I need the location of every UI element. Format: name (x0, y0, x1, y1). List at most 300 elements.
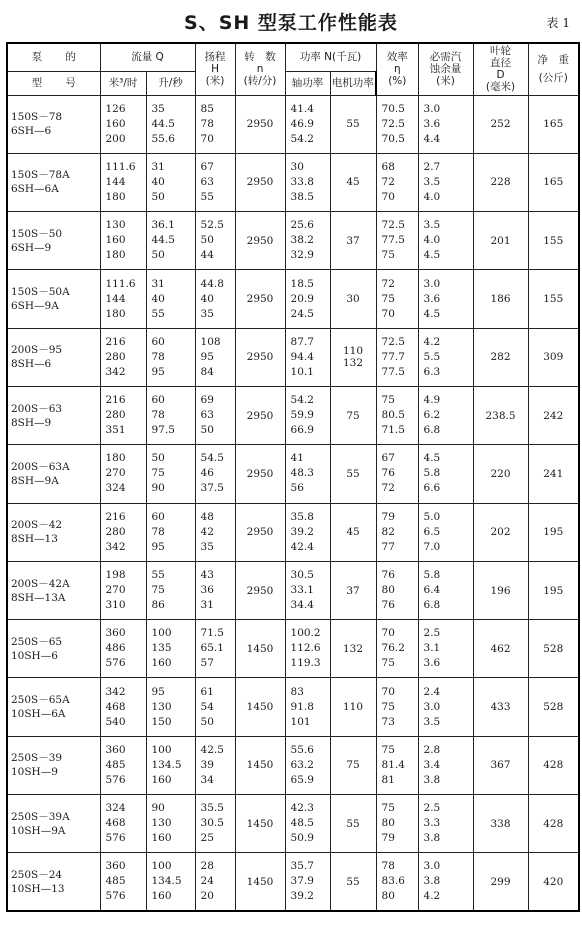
cell-value: 144 (105, 292, 126, 305)
cell-impeller: 201 (473, 212, 528, 270)
cell-efficiency (376, 386, 418, 444)
cell-value: 8SH—9 (11, 416, 52, 429)
cell-value: 57 (200, 657, 214, 670)
cell-weight: 428 (528, 736, 579, 794)
cell-efficiency (376, 95, 418, 153)
cell-value: 44.5 (151, 234, 175, 247)
cell-value: 250S－65A (11, 694, 70, 707)
cell-value: 3.6 (423, 117, 441, 130)
cell-value: 77.5 (381, 234, 405, 247)
cell-speed: 2950 (235, 95, 285, 153)
cell-value: 69 (200, 394, 214, 407)
cell-shaft_power (285, 445, 330, 503)
cell-value: 31 (200, 599, 214, 612)
cell-value: 66.9 (290, 424, 314, 437)
cell-efficiency (376, 153, 418, 211)
cell-value: 25.6 (290, 219, 314, 232)
cell-value: 75 (381, 802, 395, 815)
cell-value: 80 (381, 584, 395, 597)
cell-value: 3.3 (423, 817, 441, 830)
cell-value: 32.9 (290, 249, 314, 262)
cell-speed: 1450 (235, 736, 285, 794)
cell-impeller: 462 (473, 620, 528, 678)
table-row (7, 736, 579, 794)
cell-value: 180 (105, 249, 126, 262)
cell-value: 45 (346, 176, 360, 189)
cell-value: 10SH—6 (11, 649, 58, 662)
cell-value: 31 (151, 277, 165, 290)
cell-value: 36.1 (151, 219, 175, 232)
cell-npsh (418, 270, 473, 328)
cell-speed: 2950 (235, 445, 285, 503)
cell-value: 2.7 (423, 160, 441, 173)
cell-value: 111.6 (105, 160, 136, 173)
cell-value: 75 (346, 409, 360, 422)
cell-value: 59.9 (290, 409, 314, 422)
cell-value: 48.5 (290, 817, 314, 830)
cell-value: 75 (381, 292, 395, 305)
cell-value: 70 (381, 307, 395, 320)
cell-value: 54 (200, 700, 214, 713)
cell-value: 34 (200, 773, 214, 786)
cell-value: 200 (105, 132, 126, 145)
cell-motor_power (330, 736, 376, 794)
cell-value: 63 (200, 175, 214, 188)
cell-value: 50 (151, 452, 165, 465)
cell-value: 67 (381, 452, 395, 465)
cell-value: 101 (290, 715, 311, 728)
cell-head (195, 212, 235, 270)
cell-value: 10SH—13 (11, 882, 65, 895)
cell-value: 80 (381, 890, 395, 903)
cell-value: 50 (200, 424, 214, 437)
cell-value: 94.4 (290, 350, 314, 363)
cell-value: 75 (381, 657, 395, 670)
cell-value: 91.8 (290, 700, 314, 713)
cell-value: 250S－39 (11, 752, 63, 765)
cell-value: 65.1 (200, 642, 224, 655)
cell-flow_m3h (100, 620, 146, 678)
cell-value: 77 (381, 540, 395, 553)
cell-flow_ls (146, 503, 195, 561)
cell-value: 3.8 (423, 875, 441, 888)
cell-value: 72 (381, 482, 395, 495)
cell-value: 78 (151, 409, 165, 422)
header-npsh: 必需汽 蚀余量 (米) (418, 43, 473, 95)
cell-value: 3.0 (423, 277, 441, 290)
cell-value: 75 (381, 394, 395, 407)
cell-value: 3.6 (423, 292, 441, 305)
cell-head (195, 270, 235, 328)
cell-impeller: 202 (473, 503, 528, 561)
cell-value: 55 (346, 875, 360, 888)
cell-head (195, 795, 235, 853)
cell-shaft_power (285, 620, 330, 678)
cell-value: 8SH—13A (11, 591, 66, 604)
cell-value: 3.6 (423, 657, 441, 670)
cell-value: 95 (151, 365, 165, 378)
cell-value: 46 (200, 467, 214, 480)
cell-value: 4.2 (423, 335, 441, 348)
cell-motor_power (330, 561, 376, 619)
cell-motor_power (330, 270, 376, 328)
cell-value: 44.5 (151, 117, 175, 130)
cell-value: 3.0 (423, 860, 441, 873)
cell-head (195, 328, 235, 386)
cell-value: 216 (105, 510, 126, 523)
cell-value: 35.8 (290, 510, 314, 523)
cell-head (195, 561, 235, 619)
cell-efficiency (376, 212, 418, 270)
cell-value: 6.8 (423, 424, 441, 437)
cell-value: 50 (200, 715, 214, 728)
cell-value: 95 (200, 350, 214, 363)
cell-value: 130 (151, 700, 172, 713)
cell-value: 280 (105, 350, 126, 363)
cell-value: 2.5 (423, 802, 441, 815)
cell-value: 76 (381, 569, 395, 582)
cell-value: 72.5 (381, 219, 405, 232)
cell-value: 35 (151, 102, 165, 115)
cell-shaft_power (285, 386, 330, 444)
cell-value: 40 (151, 292, 165, 305)
cell-flow_m3h (100, 153, 146, 211)
cell-value: 71.5 (381, 424, 405, 437)
cell-value: 60 (151, 510, 165, 523)
header-weight: 净 重 (公斤) (528, 43, 579, 95)
cell-value: 3.4 (423, 758, 441, 771)
cell-value: 38.5 (290, 190, 314, 203)
cell-shaft_power (285, 678, 330, 736)
cell-value: 48.3 (290, 467, 314, 480)
cell-value: 70.5 (381, 102, 405, 115)
cell-value: 79 (381, 510, 395, 523)
cell-value: 54.5 (200, 452, 224, 465)
cell-value: 2.4 (423, 685, 441, 698)
cell-value: 95 (151, 540, 165, 553)
cell-shaft_power (285, 328, 330, 386)
cell-flow_m3h (100, 853, 146, 911)
cell-value: 360 (105, 743, 126, 756)
cell-value: 6.6 (423, 482, 441, 495)
cell-value: 5.8 (423, 467, 441, 480)
cell-value: 6.8 (423, 599, 441, 612)
cell-value: 4.0 (423, 190, 441, 203)
cell-value: 6.2 (423, 409, 441, 422)
cell-value: 87.7 (290, 335, 314, 348)
cell-value: 160 (151, 657, 172, 670)
cell-value: 70 (381, 685, 395, 698)
cell-model (7, 853, 100, 911)
cell-flow_m3h (100, 212, 146, 270)
cell-model (7, 503, 100, 561)
cell-value: 35 (200, 540, 214, 553)
cell-model (7, 561, 100, 619)
cell-speed: 2950 (235, 212, 285, 270)
cell-value: 20.9 (290, 292, 314, 305)
table-row (7, 678, 579, 736)
cell-value: 360 (105, 860, 126, 873)
cell-value: 160 (151, 773, 172, 786)
pump-performance-table (6, 42, 580, 912)
header-head: 扬程 H (米) (195, 43, 235, 95)
cell-value: 20 (200, 890, 214, 903)
cell-flow_ls (146, 561, 195, 619)
cell-value: 8SH—6 (11, 358, 52, 371)
cell-value: 100 (151, 860, 172, 873)
cell-value: 24 (200, 875, 214, 888)
cell-model (7, 620, 100, 678)
cell-value: 3.5 (423, 715, 441, 728)
cell-weight: 195 (528, 503, 579, 561)
cell-value: 63.2 (290, 758, 314, 771)
table-row (7, 212, 579, 270)
cell-head (195, 620, 235, 678)
cell-value: 60 (151, 394, 165, 407)
cell-value: 33.8 (290, 175, 314, 188)
cell-npsh (418, 95, 473, 153)
cell-value: 72 (381, 175, 395, 188)
cell-efficiency (376, 620, 418, 678)
header-flow-m3h: 米³/时 (100, 71, 146, 95)
cell-shaft_power (285, 95, 330, 153)
cell-value: 46.9 (290, 117, 314, 130)
cell-value: 160 (151, 832, 172, 845)
cell-flow_m3h (100, 328, 146, 386)
cell-value: 83 (290, 685, 304, 698)
cell-flow_m3h (100, 270, 146, 328)
cell-value: 132 (343, 642, 364, 655)
table-row (7, 153, 579, 211)
cell-value: 5.5 (423, 350, 441, 363)
cell-value: 10SH—9A (11, 824, 66, 837)
cell-value: 150 (151, 715, 172, 728)
cell-npsh (418, 445, 473, 503)
table-row (7, 795, 579, 853)
cell-value: 100.2 (290, 627, 321, 640)
cell-efficiency (376, 503, 418, 561)
cell-flow_ls (146, 620, 195, 678)
cell-value: 485 (105, 758, 126, 771)
cell-flow_ls (146, 853, 195, 911)
cell-weight: 155 (528, 212, 579, 270)
cell-value: 81 (381, 773, 395, 786)
cell-value: 72.5 (381, 117, 405, 130)
cell-speed: 2950 (235, 328, 285, 386)
cell-shaft_power (285, 153, 330, 211)
cell-value: 37.5 (200, 482, 224, 495)
cell-npsh (418, 153, 473, 211)
cell-value: 180 (105, 190, 126, 203)
cell-value: 4.4 (423, 132, 441, 145)
cell-weight: 155 (528, 270, 579, 328)
cell-value: 84 (200, 365, 214, 378)
cell-value: 55 (346, 817, 360, 830)
cell-flow_m3h (100, 95, 146, 153)
cell-value: 342 (105, 365, 126, 378)
cell-value: 75 (381, 743, 395, 756)
cell-speed: 1450 (235, 678, 285, 736)
cell-efficiency (376, 270, 418, 328)
cell-weight: 528 (528, 678, 579, 736)
cell-weight: 241 (528, 445, 579, 503)
cell-flow_m3h (100, 736, 146, 794)
cell-value: 324 (105, 482, 126, 495)
cell-value: 31 (151, 160, 165, 173)
cell-value: 4.0 (423, 234, 441, 247)
cell-value: 6SH—6A (11, 183, 59, 196)
cell-value: 61 (200, 685, 214, 698)
cell-motor_power (330, 853, 376, 911)
cell-weight: 428 (528, 795, 579, 853)
cell-flow_ls (146, 270, 195, 328)
cell-value: 40 (200, 292, 214, 305)
cell-value: 216 (105, 335, 126, 348)
cell-impeller: 299 (473, 853, 528, 911)
cell-impeller: 252 (473, 95, 528, 153)
cell-model (7, 153, 100, 211)
cell-speed: 1450 (235, 620, 285, 678)
cell-efficiency (376, 328, 418, 386)
cell-value: 134.5 (151, 875, 182, 888)
cell-value: 3.8 (423, 773, 441, 786)
cell-npsh (418, 678, 473, 736)
cell-value: 108 (200, 335, 221, 348)
cell-value: 310 (105, 599, 126, 612)
cell-value: 6SH—9A (11, 300, 59, 313)
cell-value: 2.8 (423, 743, 441, 756)
cell-value: 110 (343, 701, 364, 714)
cell-value: 130 (105, 219, 126, 232)
cell-value: 280 (105, 525, 126, 538)
cell-value: 54.2 (290, 132, 314, 145)
table-row (7, 445, 579, 503)
cell-value: 2.5 (423, 627, 441, 640)
cell-speed: 1450 (235, 853, 285, 911)
cell-value: 250S－65 (11, 635, 63, 648)
cell-value: 50 (151, 190, 165, 203)
cell-impeller: 186 (473, 270, 528, 328)
cell-value: 73 (381, 715, 395, 728)
cell-value: 39.2 (290, 525, 314, 538)
cell-value: 35.5 (200, 802, 224, 815)
cell-weight: 528 (528, 620, 579, 678)
cell-npsh (418, 212, 473, 270)
cell-flow_m3h (100, 678, 146, 736)
cell-value: 55 (151, 569, 165, 582)
cell-npsh (418, 503, 473, 561)
cell-value: 200S－95 (11, 344, 63, 357)
cell-value: 95 (151, 685, 165, 698)
cell-shaft_power (285, 853, 330, 911)
cell-value: 54.2 (290, 394, 314, 407)
cell-model (7, 328, 100, 386)
table-row (7, 386, 579, 444)
table-row (7, 95, 579, 153)
cell-value: 24.5 (290, 307, 314, 320)
header-flow: 流量 Q (100, 43, 195, 71)
cell-value: 280 (105, 409, 126, 422)
cell-value: 76 (381, 467, 395, 480)
cell-value: 100 (151, 627, 172, 640)
cell-head (195, 678, 235, 736)
cell-flow_ls (146, 386, 195, 444)
cell-value: 270 (105, 467, 126, 480)
cell-value: 30.5 (200, 817, 224, 830)
cell-shaft_power (285, 503, 330, 561)
cell-value: 76 (381, 599, 395, 612)
cell-value: 198 (105, 569, 126, 582)
cell-speed: 2950 (235, 386, 285, 444)
cell-value: 68 (381, 160, 395, 173)
cell-value: 6SH—6 (11, 125, 52, 138)
cell-flow_m3h (100, 503, 146, 561)
cell-value: 112.6 (290, 642, 321, 655)
cell-value: 485 (105, 875, 126, 888)
cell-speed: 2950 (235, 270, 285, 328)
cell-value: 468 (105, 817, 126, 830)
cell-value: 250S－24 (11, 868, 63, 881)
cell-shaft_power (285, 736, 330, 794)
cell-value: 468 (105, 700, 126, 713)
cell-head (195, 853, 235, 911)
cell-value: 42 (200, 525, 214, 538)
cell-impeller: 196 (473, 561, 528, 619)
cell-value: 72.5 (381, 335, 405, 348)
cell-value: 3.0 (423, 102, 441, 115)
cell-value: 39 (200, 758, 214, 771)
cell-flow_ls (146, 328, 195, 386)
cell-speed: 2950 (235, 503, 285, 561)
cell-value: 5.8 (423, 569, 441, 582)
cell-flow_m3h (100, 445, 146, 503)
cell-motor_power (330, 678, 376, 736)
cell-model (7, 270, 100, 328)
cell-value: 576 (105, 657, 126, 670)
cell-value: 160 (105, 117, 126, 130)
cell-model (7, 212, 100, 270)
cell-value: 576 (105, 832, 126, 845)
cell-model (7, 678, 100, 736)
cell-shaft_power (285, 270, 330, 328)
header-motor-power: 电机功率 (330, 71, 376, 95)
cell-value: 3.1 (423, 642, 441, 655)
cell-value: 132 (343, 357, 364, 370)
cell-value: 42.5 (200, 743, 224, 756)
cell-value: 200S－63 (11, 402, 63, 415)
cell-efficiency (376, 736, 418, 794)
cell-value: 4.9 (423, 394, 441, 407)
cell-weight: 165 (528, 153, 579, 211)
cell-flow_m3h (100, 561, 146, 619)
cell-value: 5.0 (423, 510, 441, 523)
cell-npsh (418, 620, 473, 678)
cell-head (195, 95, 235, 153)
cell-flow_ls (146, 212, 195, 270)
header-power: 功率 N(千瓦) (285, 43, 376, 71)
cell-npsh (418, 386, 473, 444)
cell-value: 75 (346, 759, 360, 772)
cell-value: 25 (200, 832, 214, 845)
cell-shaft_power (285, 561, 330, 619)
cell-value: 342 (105, 540, 126, 553)
cell-value: 67 (200, 160, 214, 173)
cell-value: 126 (105, 102, 126, 115)
cell-value: 55 (346, 118, 360, 131)
cell-weight: 165 (528, 95, 579, 153)
cell-npsh (418, 853, 473, 911)
cell-value: 36 (200, 584, 214, 597)
